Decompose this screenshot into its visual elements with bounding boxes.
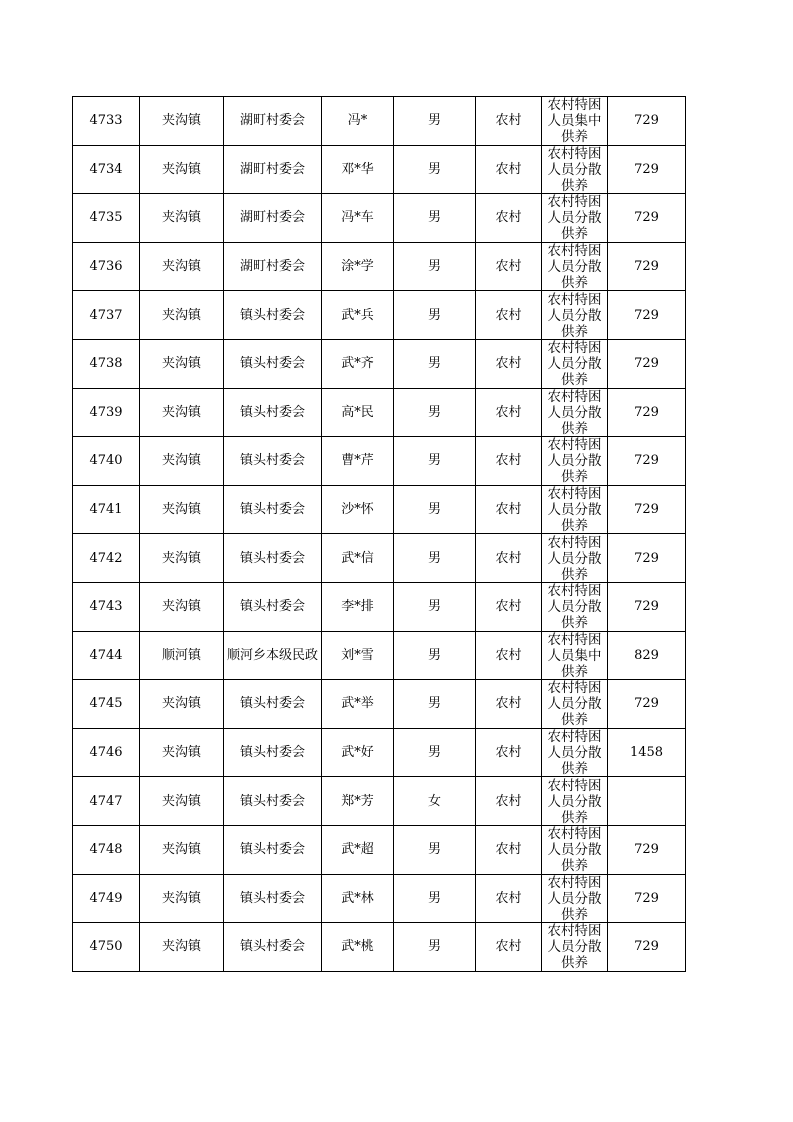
cell-amount: 729 (608, 437, 686, 486)
cell-amount: 729 (608, 874, 686, 923)
cell-number: 4743 (73, 582, 140, 631)
cell-name: 武*齐 (322, 339, 394, 388)
cell-number: 4750 (73, 923, 140, 972)
cell-town: 夹沟镇 (140, 194, 224, 243)
cell-town: 夹沟镇 (140, 242, 224, 291)
cell-number: 4739 (73, 388, 140, 437)
cell-town: 顺河镇 (140, 631, 224, 680)
cell-support-type (542, 242, 608, 291)
support-type-text: 农村特困人员分散供养 (547, 437, 602, 485)
cell-unit: 镇头村委会 (224, 680, 322, 729)
cell-support-type (542, 437, 608, 486)
cell-town: 夹沟镇 (140, 339, 224, 388)
cell-amount: 729 (608, 923, 686, 972)
cell-unit: 镇头村委会 (224, 582, 322, 631)
cell-name: 武*兵 (322, 291, 394, 340)
cell-name: 李*排 (322, 582, 394, 631)
cell-name: 武*好 (322, 728, 394, 777)
support-type-text: 农村特困人员分散供养 (547, 145, 602, 193)
cell-town: 夹沟镇 (140, 728, 224, 777)
cell-support-type (542, 923, 608, 972)
cell-area: 农村 (476, 437, 542, 486)
cell-support-type (542, 97, 608, 146)
cell-gender: 男 (394, 242, 476, 291)
table-row (73, 534, 686, 583)
cell-unit: 镇头村委会 (224, 777, 322, 826)
cell-gender: 男 (394, 582, 476, 631)
cell-number: 4742 (73, 534, 140, 583)
support-type-text: 农村特困人员集中供养 (547, 631, 602, 679)
cell-unit: 湖町村委会 (224, 242, 322, 291)
cell-gender: 男 (394, 825, 476, 874)
cell-amount: 829 (608, 631, 686, 680)
table-row (73, 485, 686, 534)
cell-area: 农村 (476, 680, 542, 729)
cell-town: 夹沟镇 (140, 388, 224, 437)
cell-gender: 男 (394, 145, 476, 194)
cell-name: 武*林 (322, 874, 394, 923)
support-type-text: 农村特困人员分散供养 (547, 388, 602, 436)
cell-town: 夹沟镇 (140, 825, 224, 874)
cell-amount: 729 (608, 194, 686, 243)
cell-town: 夹沟镇 (140, 97, 224, 146)
cell-amount: 729 (608, 825, 686, 874)
support-type-text: 农村特困人员分散供养 (547, 243, 602, 291)
cell-name: 邓*华 (322, 145, 394, 194)
cell-support-type (542, 339, 608, 388)
cell-area: 农村 (476, 485, 542, 534)
cell-gender: 男 (394, 631, 476, 680)
table-row (73, 145, 686, 194)
cell-gender: 男 (394, 728, 476, 777)
cell-support-type (542, 777, 608, 826)
relief-table (72, 96, 686, 972)
cell-support-type (542, 388, 608, 437)
cell-support-type (542, 582, 608, 631)
cell-amount (608, 777, 686, 826)
cell-town: 夹沟镇 (140, 874, 224, 923)
table-row (73, 194, 686, 243)
cell-unit: 湖町村委会 (224, 97, 322, 146)
cell-area: 农村 (476, 534, 542, 583)
cell-name: 高*民 (322, 388, 394, 437)
cell-support-type (542, 534, 608, 583)
cell-support-type (542, 291, 608, 340)
cell-amount: 729 (608, 145, 686, 194)
table-row (73, 339, 686, 388)
cell-name: 武*超 (322, 825, 394, 874)
cell-area: 农村 (476, 923, 542, 972)
cell-amount: 729 (608, 291, 686, 340)
table-row (73, 777, 686, 826)
support-type-text: 农村特困人员分散供养 (547, 534, 602, 582)
table-row (73, 242, 686, 291)
cell-support-type (542, 825, 608, 874)
cell-area: 农村 (476, 631, 542, 680)
cell-gender: 男 (394, 97, 476, 146)
cell-gender: 男 (394, 923, 476, 972)
cell-area: 农村 (476, 145, 542, 194)
cell-unit: 镇头村委会 (224, 339, 322, 388)
support-type-text: 农村特困人员分散供养 (547, 680, 602, 728)
cell-unit: 顺河乡本级民政 (224, 631, 322, 680)
cell-unit: 镇头村委会 (224, 923, 322, 972)
cell-name: 武*举 (322, 680, 394, 729)
cell-amount: 1458 (608, 728, 686, 777)
cell-number: 4740 (73, 437, 140, 486)
cell-area: 农村 (476, 291, 542, 340)
cell-unit: 镇头村委会 (224, 728, 322, 777)
cell-town: 夹沟镇 (140, 291, 224, 340)
cell-support-type (542, 194, 608, 243)
cell-amount: 729 (608, 339, 686, 388)
cell-gender: 男 (394, 485, 476, 534)
cell-name: 郑*芳 (322, 777, 394, 826)
cell-unit: 镇头村委会 (224, 291, 322, 340)
cell-town: 夹沟镇 (140, 534, 224, 583)
cell-name: 沙*怀 (322, 485, 394, 534)
cell-amount: 729 (608, 582, 686, 631)
cell-unit: 镇头村委会 (224, 874, 322, 923)
cell-name: 刘*雪 (322, 631, 394, 680)
cell-number: 4746 (73, 728, 140, 777)
cell-town: 夹沟镇 (140, 485, 224, 534)
table-row (73, 97, 686, 146)
cell-unit: 镇头村委会 (224, 388, 322, 437)
cell-area: 农村 (476, 777, 542, 826)
cell-unit: 湖町村委会 (224, 145, 322, 194)
support-type-text: 农村特困人员分散供养 (547, 583, 602, 631)
table-row (73, 582, 686, 631)
cell-number: 4741 (73, 485, 140, 534)
cell-unit: 湖町村委会 (224, 194, 322, 243)
cell-gender: 男 (394, 339, 476, 388)
cell-gender: 男 (394, 194, 476, 243)
table-body (73, 97, 686, 972)
support-type-text: 农村特困人员分散供养 (547, 340, 602, 388)
cell-gender: 男 (394, 534, 476, 583)
cell-number: 4737 (73, 291, 140, 340)
cell-support-type (542, 631, 608, 680)
cell-number: 4748 (73, 825, 140, 874)
table-row (73, 680, 686, 729)
cell-area: 农村 (476, 874, 542, 923)
cell-gender: 男 (394, 680, 476, 729)
table-row (73, 728, 686, 777)
support-type-text: 农村特困人员分散供养 (547, 729, 602, 777)
table-row (73, 874, 686, 923)
cell-gender: 男 (394, 437, 476, 486)
cell-gender: 女 (394, 777, 476, 826)
cell-gender: 男 (394, 874, 476, 923)
cell-town: 夹沟镇 (140, 923, 224, 972)
table-row (73, 437, 686, 486)
support-type-text: 农村特困人员分散供养 (547, 874, 602, 922)
cell-town: 夹沟镇 (140, 582, 224, 631)
cell-number: 4744 (73, 631, 140, 680)
cell-support-type (542, 680, 608, 729)
cell-name: 武*桃 (322, 923, 394, 972)
cell-number: 4734 (73, 145, 140, 194)
cell-gender: 男 (394, 388, 476, 437)
cell-town: 夹沟镇 (140, 437, 224, 486)
cell-area: 农村 (476, 825, 542, 874)
cell-name: 武*信 (322, 534, 394, 583)
cell-support-type (542, 485, 608, 534)
cell-area: 农村 (476, 97, 542, 146)
table-row (73, 923, 686, 972)
cell-amount: 729 (608, 485, 686, 534)
cell-number: 4747 (73, 777, 140, 826)
support-type-text: 农村特困人员分散供养 (547, 291, 602, 339)
table-row (73, 825, 686, 874)
support-type-text: 农村特困人员分散供养 (547, 777, 602, 825)
table-row (73, 291, 686, 340)
cell-number: 4749 (73, 874, 140, 923)
cell-number: 4733 (73, 97, 140, 146)
cell-area: 农村 (476, 728, 542, 777)
cell-support-type (542, 728, 608, 777)
cell-name: 冯* (322, 97, 394, 146)
cell-name: 涂*学 (322, 242, 394, 291)
cell-number: 4745 (73, 680, 140, 729)
cell-unit: 镇头村委会 (224, 825, 322, 874)
cell-amount: 729 (608, 534, 686, 583)
cell-amount: 729 (608, 680, 686, 729)
cell-area: 农村 (476, 582, 542, 631)
cell-amount: 729 (608, 242, 686, 291)
cell-area: 农村 (476, 242, 542, 291)
cell-number: 4736 (73, 242, 140, 291)
support-type-text: 农村特困人员分散供养 (547, 923, 602, 971)
cell-amount: 729 (608, 97, 686, 146)
table-row (73, 388, 686, 437)
cell-number: 4735 (73, 194, 140, 243)
cell-support-type (542, 874, 608, 923)
cell-area: 农村 (476, 388, 542, 437)
cell-town: 夹沟镇 (140, 680, 224, 729)
cell-town: 夹沟镇 (140, 777, 224, 826)
support-type-text: 农村特困人员分散供养 (547, 486, 602, 534)
cell-town: 夹沟镇 (140, 145, 224, 194)
cell-area: 农村 (476, 194, 542, 243)
support-type-text: 农村特困人员分散供养 (547, 194, 602, 242)
cell-area: 农村 (476, 339, 542, 388)
support-type-text: 农村特困人员分散供养 (547, 826, 602, 874)
cell-number: 4738 (73, 339, 140, 388)
support-type-text: 农村特困人员集中供养 (547, 97, 602, 145)
cell-unit: 镇头村委会 (224, 437, 322, 486)
table-row (73, 631, 686, 680)
cell-amount: 729 (608, 388, 686, 437)
cell-unit: 镇头村委会 (224, 534, 322, 583)
cell-name: 曹*芹 (322, 437, 394, 486)
cell-gender: 男 (394, 291, 476, 340)
cell-support-type (542, 145, 608, 194)
cell-name: 冯*车 (322, 194, 394, 243)
cell-unit: 镇头村委会 (224, 485, 322, 534)
